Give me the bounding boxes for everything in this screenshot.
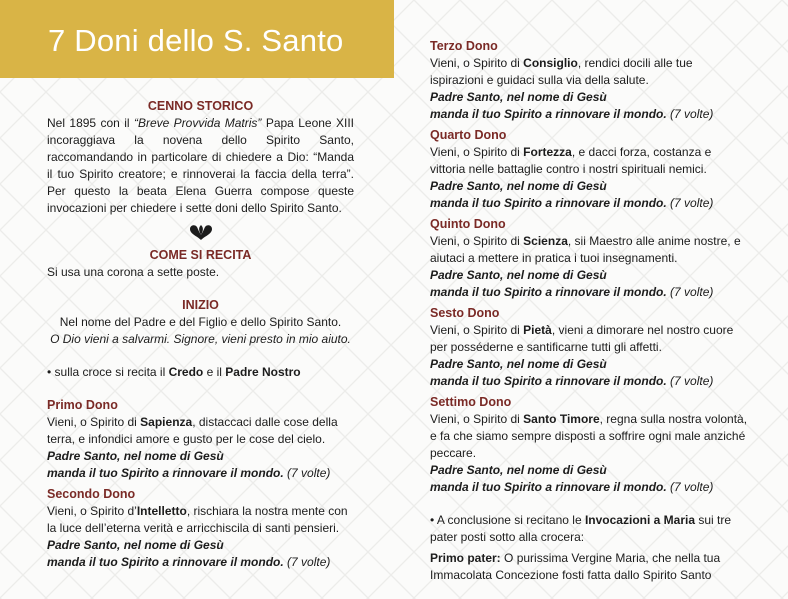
gift-keyword: Fortezza bbox=[523, 145, 572, 159]
response-line-1: Padre Santo, nel nome di Gesù bbox=[430, 463, 607, 477]
cenno-text-part2: Papa Leone XIII incoraggiava la novena dello Spirito Santo, raccomandando in particolare di chiedere a Dio: “Manda il tuo Spirito creatore; e rinnoverai la faccia della terra”. Per questo la beata Elena Guerra compose queste invocazioni per chiedere i sette doni dello Spirito Santo. bbox=[47, 116, 355, 215]
gift-name: Quinto Dono bbox=[430, 217, 506, 231]
response-line-1: Padre Santo, nel nome di Gesù bbox=[47, 538, 224, 552]
primo-pater bbox=[430, 550, 748, 584]
inizio-line-2: O Dio vieni a salvarmi. Signore, vieni presto in mio aiuto. bbox=[50, 332, 351, 346]
croce-credo: Credo bbox=[168, 365, 204, 379]
gift-text: Vieni, o Spirito di Santo Timore, regna sulla nostra volontà, e fa che siamo sempre disposti a soffrire ogni male anziché peccare. bbox=[430, 412, 748, 460]
cenno-storico-text bbox=[47, 115, 354, 217]
gift-text: Vieni, o Spirito di Sapienza, distaccaci dalle cose della terra, e infondici amore e gusto per le cose del cielo. bbox=[47, 415, 338, 446]
left-column bbox=[47, 98, 354, 571]
gift-name: Quarto Dono bbox=[430, 128, 507, 142]
gift-keyword: Pietà bbox=[523, 323, 552, 337]
cenno-text-breve: “Breve Provvida Matris” bbox=[133, 116, 262, 130]
hearts-ornament-icon bbox=[188, 223, 214, 241]
response-line-2: manda il tuo Spirito a rinnovare il mondo. (7 volte) bbox=[430, 480, 714, 494]
response-line-2: manda il tuo Spirito a rinnovare il mondo. (7 volte) bbox=[430, 374, 714, 388]
gift-keyword: Santo Timore bbox=[523, 412, 600, 426]
gift-text: Vieni, o Spirito di Scienza, sii Maestro alle anime nostre, e aiutaci a mettere in pratica i tuoi insegnamenti. bbox=[430, 234, 741, 265]
response-line-2: manda il tuo Spirito a rinnovare il mondo. (7 volte) bbox=[430, 285, 714, 299]
response-line-2: manda il tuo Spirito a rinnovare il mondo. (7 volte) bbox=[47, 466, 331, 480]
croce-mid: e il bbox=[203, 365, 226, 379]
conclusion-text: • A conclusione si recitano le Invocazioni a Maria sui tre pater posti sotto alla crocera: bbox=[430, 513, 732, 544]
right-column bbox=[430, 38, 748, 584]
response-line-1: Padre Santo, nel nome di Gesù bbox=[430, 179, 607, 193]
cenno-storico-heading: CENNO STORICO bbox=[147, 99, 254, 113]
gift-name: Terzo Dono bbox=[430, 39, 498, 53]
cenno-text-part1: Nel 1895 con il bbox=[47, 116, 134, 130]
gift-name: Secondo Dono bbox=[47, 487, 136, 501]
response-line-2: manda il tuo Spirito a rinnovare il mondo. (7 volte) bbox=[430, 196, 714, 210]
title-band bbox=[0, 0, 394, 78]
croce-instruction bbox=[47, 364, 354, 381]
gift-text: Vieni, o Spirito d’Intelletto, rischiara la nostra mente con la luce dell’eterna verità e arricchiscila di santi pensieri. bbox=[47, 504, 348, 535]
response-line-1: Padre Santo, nel nome di Gesù bbox=[430, 268, 607, 282]
gift-sesto bbox=[430, 305, 748, 390]
croce-padre-nostro: Padre Nostro bbox=[225, 365, 301, 379]
gift-name: Primo Dono bbox=[47, 398, 118, 412]
gift-secondo bbox=[47, 486, 354, 571]
response-line-1: Padre Santo, nel nome di Gesù bbox=[430, 357, 607, 371]
come-si-recita-text: Si usa una corona a sette poste. bbox=[47, 265, 220, 279]
primo-pater-label: Primo pater: bbox=[430, 551, 501, 565]
gift-primo bbox=[47, 397, 354, 482]
gift-name: Sesto Dono bbox=[430, 306, 500, 320]
gift-text: Vieni, o Spirito di Pietà, vieni a dimorare nel nostro cuore per posséderne e santificarne tutti gli affetti. bbox=[430, 323, 734, 354]
primo-pater-text: O purissima Vergine Maria, che nella tua Immacolata Concezione fosti fatta dallo Spirito Santo bbox=[430, 551, 721, 582]
gift-keyword: Scienza bbox=[523, 234, 568, 248]
gift-keyword: Sapienza bbox=[140, 415, 193, 429]
gift-name: Settimo Dono bbox=[430, 395, 512, 409]
inizio-heading: INIZIO bbox=[182, 298, 219, 312]
response-line-1: Padre Santo, nel nome di Gesù bbox=[430, 90, 607, 104]
page-title: 7 Doni dello S. Santo bbox=[48, 23, 344, 58]
inizio-line-1: Nel nome del Padre e del Figlio e dello Spirito Santo. bbox=[59, 315, 342, 329]
gift-keyword: Intelletto bbox=[136, 504, 187, 518]
gift-text: Vieni, o Spirito di Fortezza, e dacci forza, costanza e vittoria nelle battaglie contro i nostri spirituali nemici. bbox=[430, 145, 712, 176]
gift-terzo bbox=[430, 38, 748, 123]
response-line-1: Padre Santo, nel nome di Gesù bbox=[47, 449, 224, 463]
gift-quarto bbox=[430, 127, 748, 212]
gift-text: Vieni, o Spirito di Consiglio, rendici docili alle tue ispirazioni e guidaci sulla via della salute. bbox=[430, 56, 693, 87]
gift-settimo bbox=[430, 394, 748, 496]
gift-keyword: Consiglio bbox=[523, 56, 578, 70]
response-line-2: manda il tuo Spirito a rinnovare il mondo. (7 volte) bbox=[47, 555, 331, 569]
response-line-2: manda il tuo Spirito a rinnovare il mondo. (7 volte) bbox=[430, 107, 714, 121]
come-si-recita-heading: COME SI RECITA bbox=[149, 248, 252, 262]
invocazioni-a-maria: Invocazioni a Maria bbox=[584, 513, 696, 527]
croce-pre: • sulla croce si recita il bbox=[47, 365, 169, 379]
gift-quinto bbox=[430, 216, 748, 301]
